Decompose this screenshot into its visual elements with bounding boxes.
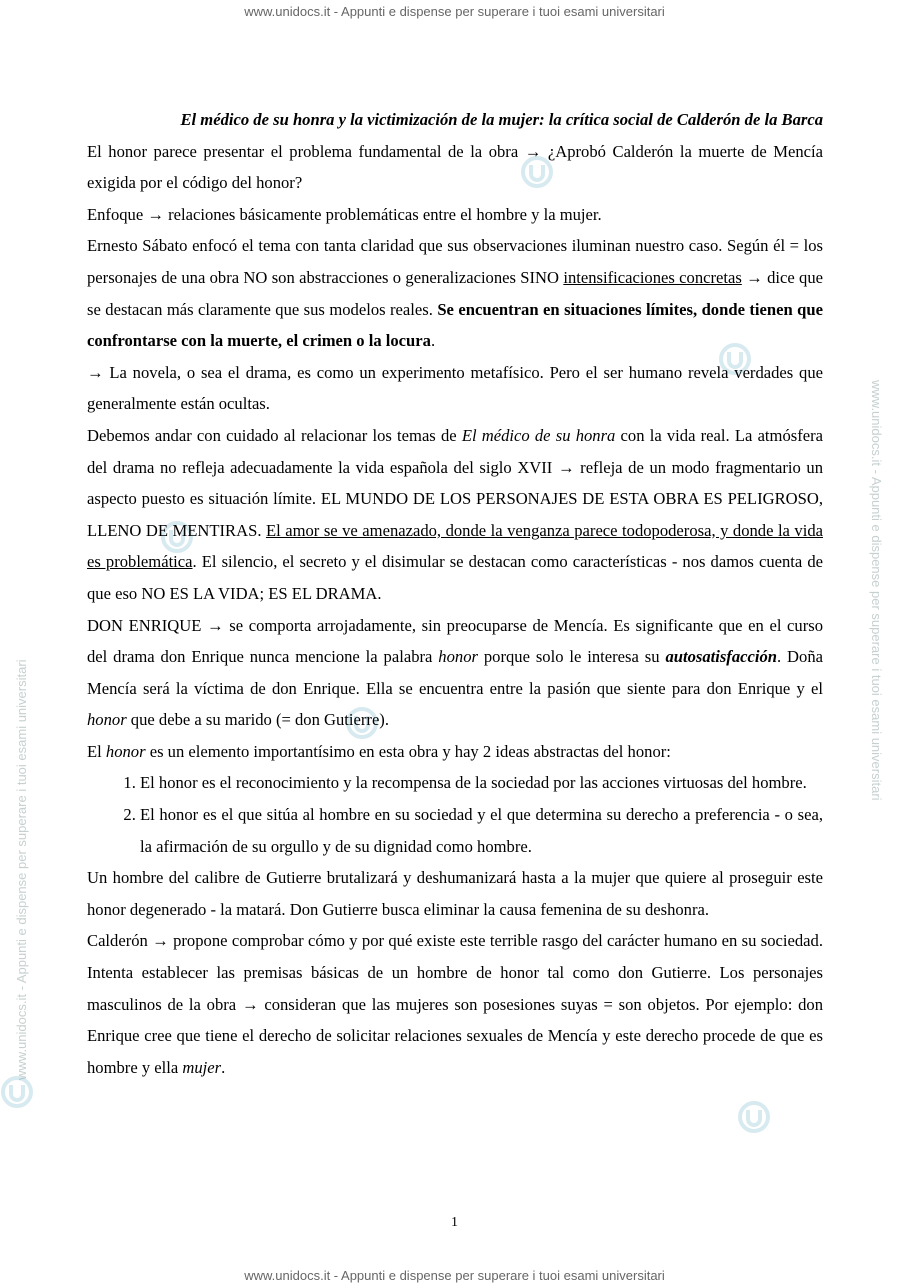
watermark-top: www.unidocs.it - Appunti e dispense per superare i tuoi esami universitari — [244, 4, 665, 19]
bold-phrase: Se encuentran en situaciones límites, donde tienen que confrontarse con la muerte, el crimen o la locura — [87, 299, 823, 351]
paragraph: Ernesto Sábato enfocó el tema con tanta claridad que sus observaciones iluminan nuestro caso. Según él = los personajes de una obra NO son abstracciones o generalizaciones SINO intensificaciones concretas → dice que se destacan más claramente que sus modelos reales. Se encuentran en situaciones límites, donde tienen que confrontarse con la muerte, el crimen o la locura. — [87, 236, 823, 351]
watermark-left: www.unidocs.it - Appunti e dispense per superare i tuoi esami universitari — [14, 659, 29, 1080]
italic-word: honor — [438, 647, 478, 667]
paragraph: Calderón → propone comprobar cómo y por qué existe este terrible rasgo del carácter humano en su sociedad. Intenta establecer las premisas básicas de un hombre de honor tal como don Gutierre. Los personajes masculinos de la obra → consideran que las mujeres son posesiones suyas = son objetos. Por ejemplo: don Enrique cree que tiene el derecho de solicitar relaciones sexuales de Mencía y este derecho procede de que es hombre y ella mujer. — [87, 931, 823, 1077]
watermark-bottom: www.unidocs.it - Appunti e dispense per superare i tuoi esami universitari — [244, 1268, 665, 1283]
list-item: 2. El honor es el que sitúa al hombre en su sociedad y el que determina su derecho a preferencia - o sea, la afirmación de su orgullo y de su dignidad como hombre. — [140, 799, 823, 862]
page-number: 1 — [451, 1215, 458, 1230]
paragraph: Debemos andar con cuidado al relacionar los temas de El médico de su honra con la vida real. La atmósfera del drama no refleja adecuadamente la vida española del siglo XVII → refleja de un modo fragmentario un aspecto puesto es situación límite. EL MUNDO DE LOS PERSONAJES DE ESTA OBRA ES PELIGROSO, LLENO DE MENTIRAS. El amor se ve amenazado, donde la venganza parece todopoderosa, y donde la vida es problemática. El silencio, el secreto y el disimular se destacan como características - nos damos cuenta de que eso NO ES LA VIDA; ES EL DRAMA. — [87, 425, 823, 603]
italic-word: honor — [105, 741, 146, 761]
paragraph: Enfoque → relaciones básicamente problemáticas entre el hombre y la mujer. — [87, 204, 602, 224]
unidocs-logo-icon — [0, 1075, 34, 1109]
watermark-right: www.unidocs.it - Appunti e dispense per superare i tuoi esami universitari — [869, 380, 884, 801]
underlined-phrase: intensificaciones concretas — [563, 267, 742, 287]
italic-word: honor — [87, 710, 127, 730]
italic-title: El médico de su honra — [461, 425, 616, 445]
paragraph: El honor es un elemento importantísimo en esta obra y hay 2 ideas abstractas del honor: — [87, 741, 671, 761]
list-item: 1. El honor es el reconocimiento y la recompensa de la sociedad por las acciones virtuosas del hombre. — [140, 767, 823, 799]
paragraph: DON ENRIQUE → se comporta arrojadamente, sin preocuparse de Mencía. Es significante que en el curso del drama don Enrique nunca mencione la palabra honor porque solo le interesa su autosatisfacción. Doña Mencía será la víctima de don Enrique. Ella se encuentra entre la pasión que siente para don Enrique y el honor que debe a su marido (= don Gutierre). — [87, 615, 823, 730]
paragraph: Un hombre del calibre de Gutierre brutalizará y deshumanizará hasta a la mujer que quiere al proseguir este honor degenerado - la matará. Don Gutierre busca eliminar la causa femenina de su deshonra. — [87, 868, 823, 919]
bold-italic-word: autosatisfacción — [665, 647, 777, 667]
underlined-phrase: El amor se ve amenazado, donde la venganza parece todopoderosa, y donde la vida es problemática — [87, 520, 823, 572]
italic-word: mujer — [182, 1057, 222, 1077]
paragraph: → La novela, o sea el drama, es como un experimento metafísico. Pero el ser humano revela verdades que generalmente están ocultas. — [87, 362, 823, 414]
document-body — [87, 104, 823, 1083]
document-title: El médico de su honra y la victimización de la mujer: la crítica social de Calderón de la Barca — [180, 110, 823, 129]
paragraph: El honor parece presentar el problema fundamental de la obra → ¿Aprobó Calderón la muerte de Mencía exigida por el código del honor? — [87, 141, 823, 193]
numbered-list — [87, 767, 823, 862]
unidocs-logo-icon — [737, 1100, 771, 1134]
